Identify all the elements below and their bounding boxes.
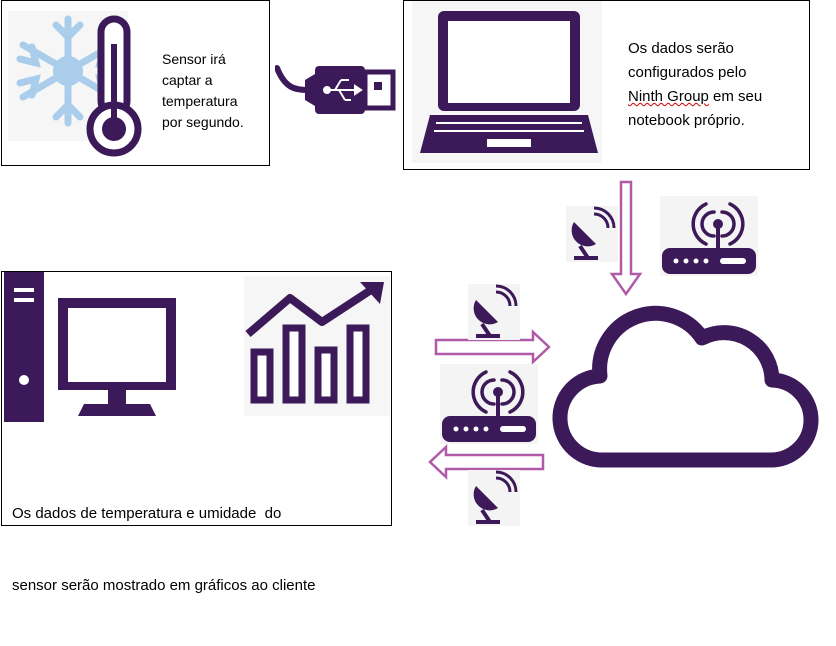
- laptop-text-fragment: em seu: [708, 88, 763, 105]
- sensor-text-line: temperatura: [162, 93, 238, 109]
- satellite-dish-icon: [566, 206, 618, 262]
- client-text-line: sensor serão mostrado em gráficos ao cliente: [12, 577, 316, 594]
- client-description: [12, 454, 315, 646]
- wifi-router-icon: [440, 364, 538, 444]
- satellite-dish-icon: [468, 470, 520, 526]
- bar-chart-growth-icon: [244, 276, 390, 416]
- laptop-text-line: configurados pelo: [628, 64, 747, 81]
- laptop-description: [628, 37, 762, 133]
- laptop-text-line: [628, 85, 762, 109]
- laptop-box: [403, 0, 810, 170]
- company-name: Ninth Group: [628, 88, 709, 105]
- sensor-description: [162, 49, 244, 133]
- client-box: [1, 271, 392, 594]
- cloud-icon: [560, 313, 811, 460]
- laptop-text-line: Os dados serão: [628, 40, 734, 57]
- desktop-computer-icon: [4, 272, 184, 422]
- client-text-line: Os dados de temperatura e umidade do: [12, 505, 282, 522]
- sensor-text-line: Sensor irá: [162, 51, 226, 67]
- sensor-text-line: por segundo.: [162, 114, 244, 130]
- laptop-icon: [412, 1, 602, 163]
- thermometer-icon: [84, 9, 144, 159]
- sensor-box: [1, 0, 270, 166]
- wifi-router-icon: [660, 196, 758, 276]
- network-diagram: [396, 176, 836, 526]
- sensor-text-line: captar a: [162, 72, 213, 88]
- satellite-dish-icon: [468, 284, 520, 340]
- usb-plug-icon: [275, 58, 400, 118]
- laptop-text-line: notebook próprio.: [628, 112, 745, 129]
